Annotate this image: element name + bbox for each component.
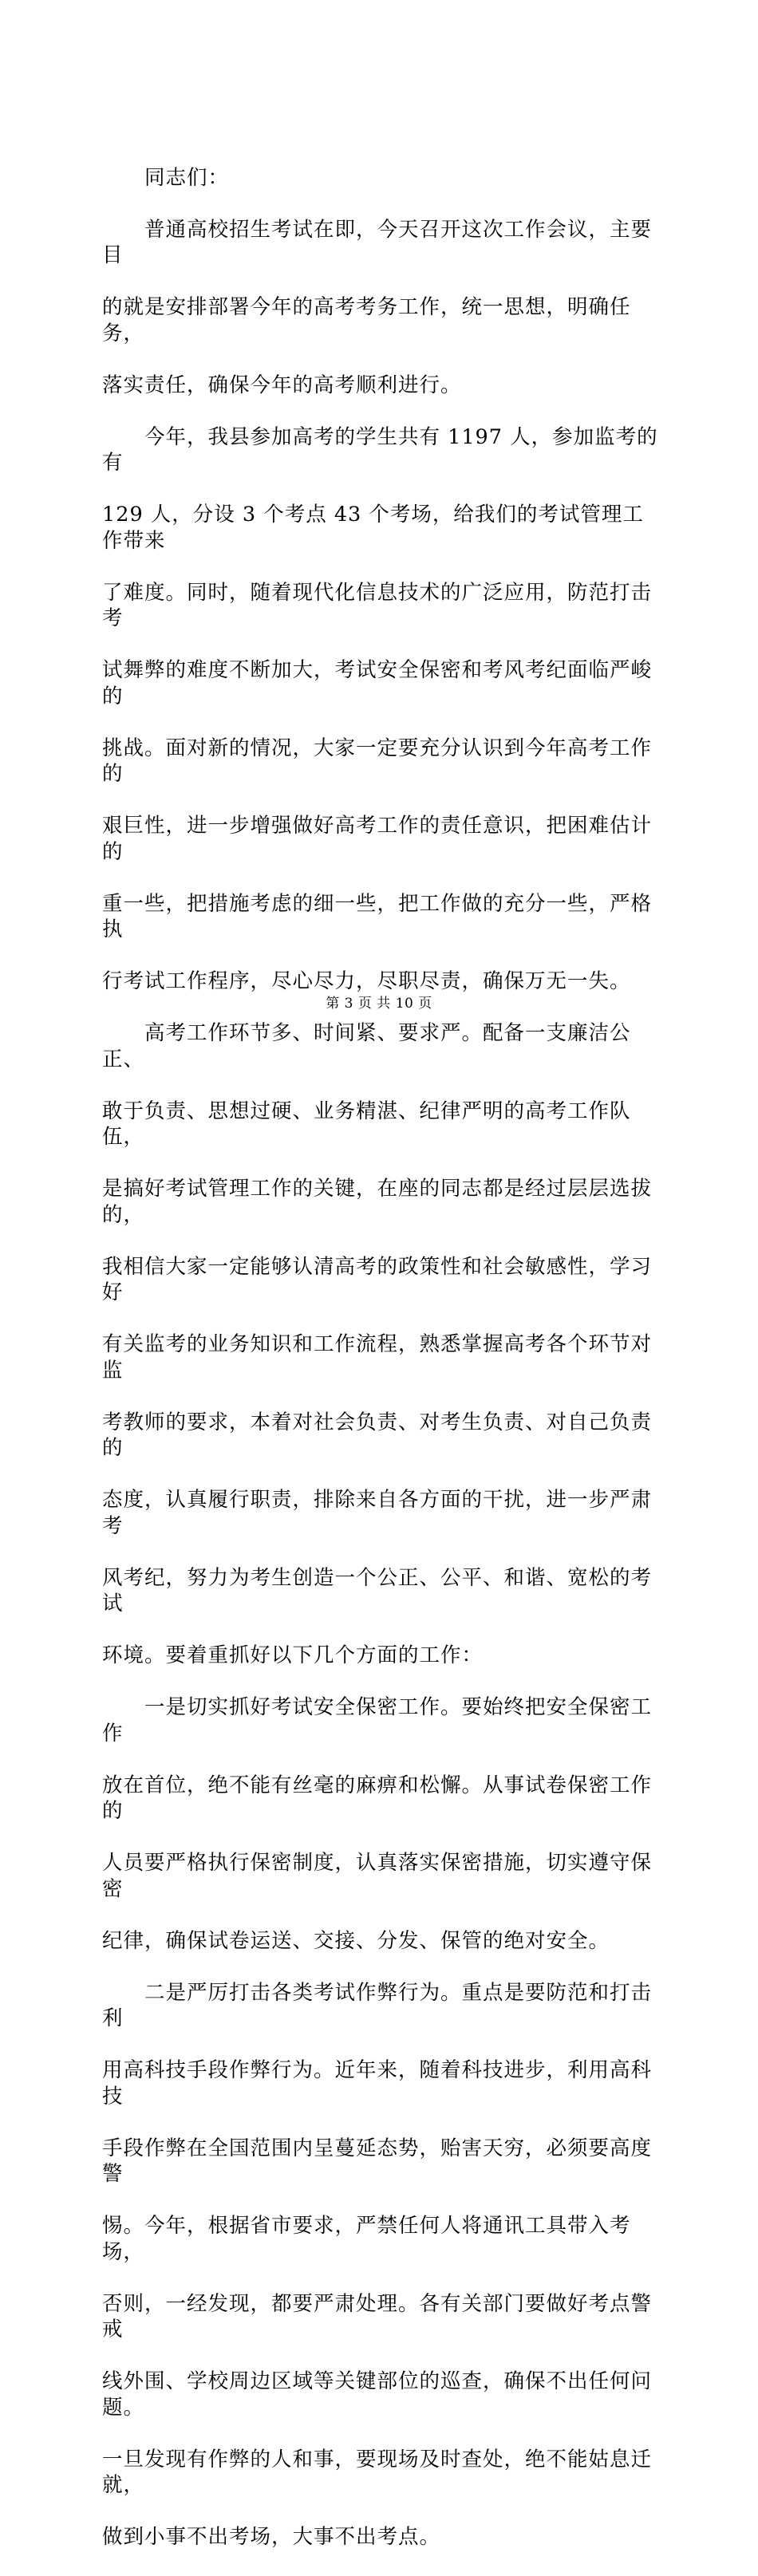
text-line: 做到小事不出考场，大事不出考点。 bbox=[102, 2525, 441, 2549]
text-line: 否则，一经发现，都要严肃处理。各有关部门要做好考点警戒 bbox=[102, 2291, 653, 2341]
document-body bbox=[102, 139, 661, 2576]
text-line: 挑战。面对新的情况，大家一定要充分认识到今年高考工作的 bbox=[102, 736, 653, 786]
text-line: 敢于负责、思想过硬、业务精湛、纪律严明的高考工作队伍， bbox=[102, 1099, 631, 1149]
text-line: 纪律，确保试卷运送、交接、分发、保管的绝对安全。 bbox=[102, 1928, 610, 1953]
text-line: 线外围、学校周边区域等关键部位的巡查，确保不出任何问题。 bbox=[102, 2369, 653, 2420]
text-line: 同志们： bbox=[102, 165, 230, 190]
text-line: 惕。今年，根据省市要求，严禁任何人将通讯工具带入考场， bbox=[102, 2214, 631, 2264]
text-line: 环境。要着重抓好以下几个方面的工作： bbox=[102, 1643, 484, 1667]
text-line: 人员要严格执行保密制度，认真落实保密措施，切实遵守保密 bbox=[102, 1851, 653, 1901]
text-line: 落实责任，确保今年的高考顺利进行。 bbox=[102, 373, 462, 397]
text-line: 我相信大家一定能够认清高考的政策性和社会敏感性，学习好 bbox=[102, 1254, 653, 1304]
text-line: 一旦发现有作弊的人和事，要现场及时查处，绝不能姑息迁就， bbox=[102, 2447, 653, 2497]
text-line: 行考试工作程序，尽心尽力，尽职尽责，确保万无一失。 bbox=[102, 969, 631, 993]
text-line: 用高科技手段作弊行为。近年来，随着科技进步，利用高科技 bbox=[102, 2058, 653, 2109]
text-line: 艰巨性，进一步增强做好高考工作的责任意识，把困难估计的 bbox=[102, 814, 653, 864]
text-line: 试舞弊的难度不断加大，考试安全保密和考风考纪面临严峻的 bbox=[102, 658, 653, 708]
text-line: 的就是安排部署今年的高考考务工作，统一思想，明确任务， bbox=[102, 295, 631, 345]
text-line: 二是严厉打击各类考试作弊行为。重点是要防范和打击利 bbox=[102, 1980, 653, 2030]
text-line: 手段作弊在全国范围内呈蔓延态势，贻害天穷，必须要高度警 bbox=[102, 2136, 653, 2186]
text-line: 态度，认真履行职责，排除来自各方面的干扰，进一步严肃考 bbox=[102, 1488, 653, 1538]
text-line: 今年，我县参加高考的学生共有 1197 人，参加监考的有 bbox=[102, 424, 658, 475]
text-line: 放在首位，绝不能有丝毫的麻痹和松懈。从事试卷保密工作的 bbox=[102, 1773, 653, 1823]
page-number-footer: 第 3 页 共 10 页 bbox=[326, 996, 432, 1012]
text-line: 了难度。同时，随着现代化信息技术的广泛应用，防范打击考 bbox=[102, 580, 653, 630]
text-line: 129 人，分设 3 个考点 43 个考场，给我们的考试管理工作带来 bbox=[102, 503, 644, 553]
text-line: 普通高校招生考试在即，今天召开这次工作会议，主要目 bbox=[102, 217, 653, 267]
text-line: 是搞好考试管理工作的关键，在座的同志都是经过层层选拔的， bbox=[102, 1177, 653, 1227]
text-line: 重一些，把措施考虑的细一些，把工作做的充分一些，严格执 bbox=[102, 891, 653, 941]
text-line: 有关监考的业务知识和工作流程，熟悉掌握高考各个环节对监 bbox=[102, 1332, 653, 1383]
text-line: 一是切实抓好考试安全保密工作。要始终把安全保密工作 bbox=[102, 1695, 653, 1746]
text-line: 高考工作环节多、时间紧、要求严。配备一支廉洁公正、 bbox=[102, 1021, 631, 1071]
text-line: 风考纪，努力为考生创造一个公正、公平、和谐、宽松的考试 bbox=[102, 1565, 653, 1615]
text-line: 考教师的要求，本着对社会负责、对考生负责、对自己负责的 bbox=[102, 1410, 653, 1460]
